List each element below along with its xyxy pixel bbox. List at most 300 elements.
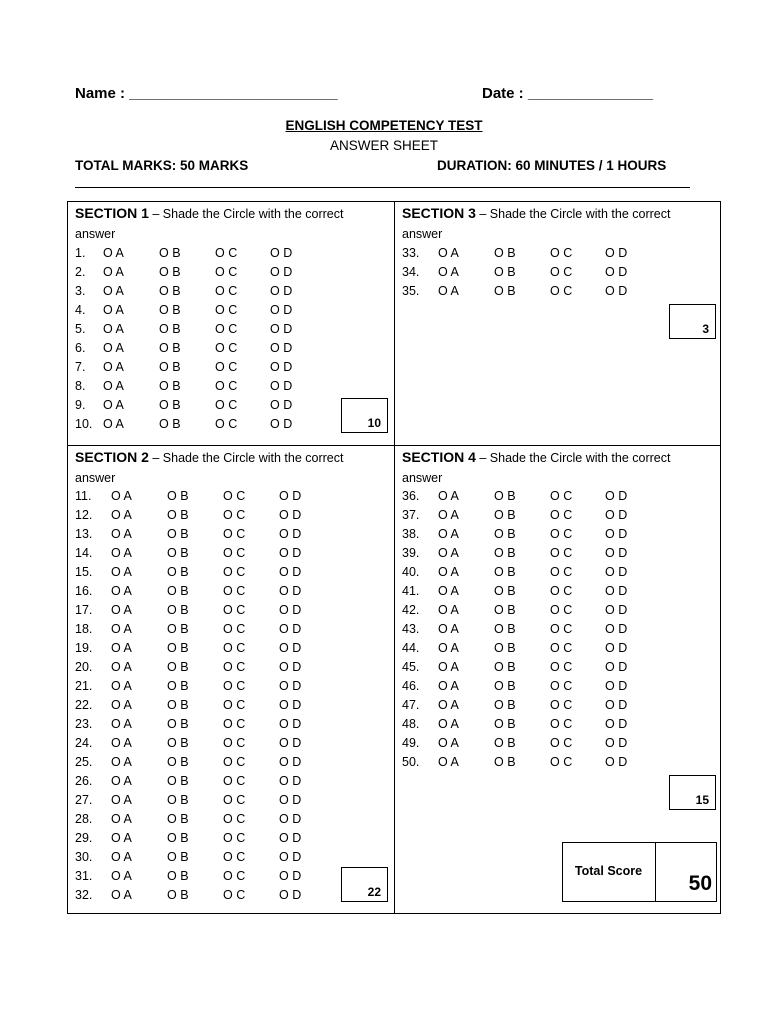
question-number: 30. [75,850,93,864]
question-row [75,620,375,639]
answer-option-d[interactable]: O D [605,508,628,522]
question-number: 2. [75,265,86,279]
answer-option-c[interactable]: O C [223,489,246,503]
answer-option-b[interactable]: O B [494,584,516,598]
answer-option-d[interactable]: O D [605,755,628,769]
question-row [75,829,375,848]
answer-option-a[interactable]: O A [103,398,124,412]
answer-option-c[interactable]: O C [550,622,573,636]
question-number: 16. [75,584,93,598]
answer-option-a[interactable]: O A [438,565,459,579]
header-divider [75,187,690,188]
answer-option-d[interactable]: O D [605,603,628,617]
answer-option-d[interactable]: O D [279,527,302,541]
answer-option-b[interactable]: O B [494,717,516,731]
question-number: 47. [402,698,420,712]
answer-option-b[interactable]: O B [159,341,181,355]
answer-option-b[interactable]: O B [167,812,189,826]
question-row [75,658,375,677]
answer-option-d[interactable]: O D [605,546,628,560]
answer-option-a[interactable]: O A [111,527,132,541]
section-instruction-cont: answer [75,471,116,485]
answer-option-c[interactable]: O C [215,417,238,431]
answer-option-b[interactable]: O B [167,679,189,693]
answer-option-a[interactable]: O A [438,679,459,693]
answer-option-d[interactable]: O D [270,265,293,279]
answer-option-d[interactable]: O D [270,417,293,431]
question-row [402,525,702,544]
answer-option-d[interactable]: O D [279,622,302,636]
answer-option-d[interactable]: O D [279,641,302,655]
answer-option-c[interactable]: O C [550,603,573,617]
section-instruction: – Shade the Circle with the correct [475,451,671,465]
section-1-header [75,203,343,244]
answer-option-a[interactable]: O A [111,603,132,617]
answer-option-b[interactable]: O B [494,660,516,674]
answer-option-c[interactable]: O C [550,284,573,298]
answer-option-a[interactable]: O A [438,489,459,503]
answer-option-a[interactable]: O A [103,303,124,317]
question-number: 43. [402,622,420,636]
answer-option-d[interactable]: O D [279,565,302,579]
answer-option-c[interactable]: O C [550,527,573,541]
question-number: 6. [75,341,86,355]
answer-option-a[interactable]: O A [111,546,132,560]
answer-option-a[interactable]: O A [111,508,132,522]
answer-option-a[interactable]: O A [111,698,132,712]
answer-option-b[interactable]: O B [494,489,516,503]
section-3-header [402,203,670,244]
answer-option-a[interactable]: O A [438,527,459,541]
answer-option-b[interactable]: O B [494,622,516,636]
grid-vertical-divider [394,201,395,914]
question-number: 21. [75,679,93,693]
answer-option-c[interactable]: O C [223,717,246,731]
section-name: SECTION 3 [402,205,476,221]
answer-option-d[interactable]: O D [270,341,293,355]
answer-option-b[interactable]: O B [167,565,189,579]
answer-option-c[interactable]: O C [223,736,246,750]
total-score-label: Total Score [574,864,643,878]
date-field-label: Date : _______________ [482,85,653,102]
answer-option-a[interactable]: O A [103,341,124,355]
answer-option-c[interactable]: O C [550,565,573,579]
answer-option-b[interactable]: O B [167,622,189,636]
question-number: 4. [75,303,86,317]
question-number: 11. [75,489,92,503]
answer-option-d[interactable]: O D [279,793,302,807]
answer-option-d[interactable]: O D [605,736,628,750]
answer-option-b[interactable]: O B [494,546,516,560]
answer-option-b[interactable]: O B [494,246,516,260]
answer-option-a[interactable]: O A [438,736,459,750]
section-4-header [402,447,670,488]
answer-option-b[interactable]: O B [159,265,181,279]
answer-option-a[interactable]: O A [438,508,459,522]
question-number: 44. [402,641,420,655]
question-row [402,582,702,601]
answer-option-d[interactable]: O D [605,565,628,579]
answer-option-b[interactable]: O B [494,565,516,579]
question-row [75,282,375,301]
question-number: 13. [75,527,93,541]
answer-option-b[interactable]: O B [167,888,189,902]
answer-option-d[interactable]: O D [279,755,302,769]
answer-option-c[interactable]: O C [550,489,573,503]
question-number: 15. [75,565,93,579]
answer-option-c[interactable]: O C [550,641,573,655]
question-row [75,677,375,696]
question-number: 9. [75,398,86,412]
answer-option-b[interactable]: O B [159,360,181,374]
answer-option-c[interactable]: O C [223,584,246,598]
answer-option-d[interactable]: O D [279,888,302,902]
answer-option-d[interactable]: O D [270,246,293,260]
answer-option-a[interactable]: O A [103,322,124,336]
answer-option-b[interactable]: O B [167,755,189,769]
answer-option-a[interactable]: O A [438,622,459,636]
answer-option-c[interactable]: O C [223,546,246,560]
question-row [402,563,702,582]
answer-option-d[interactable]: O D [279,812,302,826]
answer-option-c[interactable]: O C [550,698,573,712]
answer-option-d[interactable]: O D [270,284,293,298]
answer-option-c[interactable]: O C [550,679,573,693]
answer-option-d[interactable]: O D [605,584,628,598]
answer-option-a[interactable]: O A [438,717,459,731]
answer-option-c[interactable]: O C [223,850,246,864]
answer-option-d[interactable]: O D [605,717,628,731]
answer-option-c[interactable]: O C [223,565,246,579]
answer-option-d[interactable]: O D [279,489,302,503]
question-number: 46. [402,679,420,693]
answer-option-c[interactable]: O C [215,398,238,412]
answer-option-b[interactable]: O B [159,417,181,431]
question-number: 42. [402,603,420,617]
answer-option-a[interactable]: O A [111,641,132,655]
question-number: 38. [402,527,420,541]
answer-option-c[interactable]: O C [215,360,238,374]
answer-option-b[interactable]: O B [494,284,516,298]
answer-option-a[interactable]: O A [438,265,459,279]
answer-option-b[interactable]: O B [159,398,181,412]
answer-option-b[interactable]: O B [167,717,189,731]
answer-option-c[interactable]: O C [223,527,246,541]
question-number: 20. [75,660,93,674]
question-number: 27. [75,793,93,807]
question-row [75,396,375,415]
question-number: 45. [402,660,420,674]
section-name: SECTION 1 [75,205,149,221]
answer-option-a[interactable]: O A [103,265,124,279]
question-number: 50. [402,755,420,769]
answer-option-c[interactable]: O C [223,888,246,902]
answer-option-b[interactable]: O B [159,246,181,260]
answer-option-d[interactable]: O D [270,360,293,374]
answer-option-c[interactable]: O C [223,603,246,617]
answer-option-c[interactable]: O C [223,698,246,712]
answer-option-c[interactable]: O C [550,546,573,560]
answer-option-d[interactable]: O D [279,698,302,712]
section-2-score: 22 [367,885,381,899]
question-number: 39. [402,546,420,560]
answer-option-a[interactable]: O A [111,869,132,883]
answer-option-b[interactable]: O B [167,698,189,712]
grid-horizontal-divider [67,445,721,446]
answer-option-a[interactable]: O A [103,360,124,374]
question-row [75,734,375,753]
section-instruction-cont: answer [75,227,116,241]
answer-option-d[interactable]: O D [279,831,302,845]
test-title: ENGLISH COMPETENCY TEST [285,118,483,133]
question-row [75,301,375,320]
answer-option-c[interactable]: O C [215,284,238,298]
question-number: 32. [75,888,93,902]
answer-option-b[interactable]: O B [167,603,189,617]
answer-option-c[interactable]: O C [550,246,573,260]
answer-option-b[interactable]: O B [167,527,189,541]
answer-option-c[interactable]: O C [215,265,238,279]
answer-option-b[interactable]: O B [494,698,516,712]
question-row [75,358,375,377]
question-row [402,601,702,620]
answer-option-b[interactable]: O B [494,736,516,750]
duration: DURATION: 60 MINUTES / 1 HOURS [437,158,667,173]
answer-option-c[interactable]: O C [550,660,573,674]
section-name: SECTION 4 [402,449,476,465]
question-row [75,639,375,658]
question-row [75,696,375,715]
question-row [402,696,702,715]
answer-option-d[interactable]: O D [279,850,302,864]
answer-option-b[interactable]: O B [494,603,516,617]
question-row [75,563,375,582]
section-name: SECTION 2 [75,449,149,465]
answer-option-b[interactable]: O B [494,527,516,541]
question-number: 37. [402,508,420,522]
answer-option-d[interactable]: O D [605,265,628,279]
answer-option-b[interactable]: O B [167,641,189,655]
question-number: 41. [402,584,420,598]
answer-option-d[interactable]: O D [605,698,628,712]
question-row [75,848,375,867]
answer-option-c[interactable]: O C [223,641,246,655]
question-number: 31. [75,869,93,883]
answer-option-a[interactable]: O A [111,888,132,902]
answer-option-c[interactable]: O C [215,303,238,317]
question-row [75,886,375,905]
answer-option-b[interactable]: O B [159,303,181,317]
question-number: 17. [75,603,93,617]
answer-option-d[interactable]: O D [279,869,302,883]
question-number: 48. [402,717,420,731]
answer-option-d[interactable]: O D [605,622,628,636]
answer-option-a[interactable]: O A [438,755,459,769]
answer-option-c[interactable]: O C [550,736,573,750]
section-instruction: – Shade the Circle with the correct [148,451,344,465]
question-number: 24. [75,736,93,750]
answer-option-c[interactable]: O C [550,717,573,731]
question-row [75,582,375,601]
answer-option-d[interactable]: O D [270,398,293,412]
question-number: 8. [75,379,86,393]
question-number: 35. [402,284,420,298]
answer-option-a[interactable]: O A [111,622,132,636]
answer-option-d[interactable]: O D [605,527,628,541]
section-3-score-box [669,304,716,339]
answer-option-c[interactable]: O C [223,774,246,788]
answer-option-a[interactable]: O A [103,417,124,431]
answer-option-d[interactable]: O D [279,717,302,731]
answer-option-d[interactable]: O D [279,584,302,598]
answer-option-a[interactable]: O A [111,584,132,598]
answer-option-a[interactable]: O A [111,660,132,674]
answer-option-a[interactable]: O A [111,850,132,864]
answer-option-b[interactable]: O B [159,284,181,298]
answer-option-a[interactable]: O A [438,698,459,712]
question-row [402,734,702,753]
answer-option-c[interactable]: O C [223,793,246,807]
answer-option-b[interactable]: O B [167,508,189,522]
answer-option-c[interactable]: O C [223,660,246,674]
question-row [402,282,702,301]
answer-option-c[interactable]: O C [550,265,573,279]
section-3-score: 3 [702,322,709,336]
answer-option-d[interactable]: O D [605,679,628,693]
answer-option-b[interactable]: O B [167,660,189,674]
answer-option-d[interactable]: O D [605,246,628,260]
answer-option-a[interactable]: O A [438,641,459,655]
answer-option-a[interactable]: O A [111,831,132,845]
section-instruction-cont: answer [402,471,443,485]
question-number: 34. [402,265,420,279]
question-row [75,810,375,829]
answer-option-c[interactable]: O C [215,379,238,393]
answer-option-a[interactable]: O A [111,774,132,788]
answer-option-b[interactable]: O B [167,831,189,845]
answer-option-b[interactable]: O B [167,736,189,750]
answer-option-c[interactable]: O C [223,812,246,826]
answer-option-d[interactable]: O D [279,774,302,788]
question-row [402,658,702,677]
answer-option-c[interactable]: O C [215,322,238,336]
answer-option-b[interactable]: O B [159,322,181,336]
answer-option-a[interactable]: O A [111,812,132,826]
question-row [75,377,375,396]
question-row [402,506,702,525]
question-number: 29. [75,831,93,845]
answer-option-a[interactable]: O A [111,793,132,807]
answer-option-a[interactable]: O A [103,284,124,298]
question-number: 25. [75,755,93,769]
answer-option-a[interactable]: O A [438,584,459,598]
answer-option-a[interactable]: O A [111,755,132,769]
answer-option-b[interactable]: O B [494,641,516,655]
answer-option-c[interactable]: O C [215,341,238,355]
section-instruction: – Shade the Circle with the correct [148,207,344,221]
answer-option-a[interactable]: O A [438,546,459,560]
answer-option-c[interactable]: O C [550,755,573,769]
answer-option-a[interactable]: O A [438,284,459,298]
answer-option-b[interactable]: O B [494,265,516,279]
section-instruction-cont: answer [402,227,443,241]
sheet-subtitle: ANSWER SHEET [329,138,438,153]
question-number: 14. [75,546,93,560]
question-row [402,753,702,772]
total-marks: TOTAL MARKS: 50 MARKS [75,158,249,173]
section-2-score-box [341,867,388,902]
answer-option-a[interactable]: O A [111,679,132,693]
answer-option-c[interactable]: O C [215,246,238,260]
question-row [402,487,702,506]
answer-option-c[interactable]: O C [550,584,573,598]
answer-option-d[interactable]: O D [279,508,302,522]
question-number: 28. [75,812,93,826]
question-row [75,601,375,620]
answer-option-b[interactable]: O B [494,508,516,522]
question-number: 7. [75,360,86,374]
answer-option-d[interactable]: O D [279,679,302,693]
answer-option-b[interactable]: O B [167,793,189,807]
answer-option-b[interactable]: O B [159,379,181,393]
question-row [402,677,702,696]
question-number: 3. [75,284,86,298]
answer-option-a[interactable]: O A [438,246,459,260]
answer-option-b[interactable]: O B [167,489,189,503]
answer-option-c[interactable]: O C [223,679,246,693]
answer-option-b[interactable]: O B [494,755,516,769]
question-row [402,639,702,658]
answer-option-a[interactable]: O A [111,565,132,579]
answer-option-b[interactable]: O B [167,546,189,560]
answer-option-c[interactable]: O C [223,831,246,845]
answer-option-b[interactable]: O B [494,679,516,693]
question-number: 36. [402,489,420,503]
answer-option-b[interactable]: O B [167,850,189,864]
answer-option-c[interactable]: O C [550,508,573,522]
answer-option-a[interactable]: O A [103,379,124,393]
answer-option-d[interactable]: O D [270,322,293,336]
answer-option-d[interactable]: O D [605,660,628,674]
answer-option-d[interactable]: O D [605,284,628,298]
answer-option-c[interactable]: O C [223,508,246,522]
answer-option-c[interactable]: O C [223,755,246,769]
answer-option-d[interactable]: O D [270,379,293,393]
answer-option-a[interactable]: O A [111,717,132,731]
answer-option-d[interactable]: O D [605,489,628,503]
answer-option-d[interactable]: O D [270,303,293,317]
answer-option-b[interactable]: O B [167,774,189,788]
answer-option-a[interactable]: O A [438,660,459,674]
answer-option-d[interactable]: O D [279,660,302,674]
section-instruction: – Shade the Circle with the correct [475,207,671,221]
question-row [402,620,702,639]
answer-option-c[interactable]: O C [223,869,246,883]
answer-option-c[interactable]: O C [223,622,246,636]
answer-option-a[interactable]: O A [438,603,459,617]
answer-option-a[interactable]: O A [103,246,124,260]
answer-option-b[interactable]: O B [167,869,189,883]
answer-option-d[interactable]: O D [279,603,302,617]
answer-option-b[interactable]: O B [167,584,189,598]
answer-option-d[interactable]: O D [605,641,628,655]
answer-option-a[interactable]: O A [111,489,132,503]
question-row [75,867,375,886]
answer-option-a[interactable]: O A [111,736,132,750]
answer-option-d[interactable]: O D [279,546,302,560]
answer-option-d[interactable]: O D [279,736,302,750]
section-1-score-box [341,398,388,433]
